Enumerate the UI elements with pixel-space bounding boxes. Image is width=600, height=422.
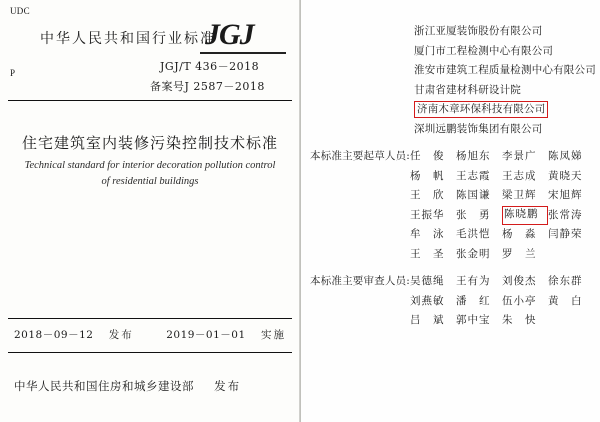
reviewers-label: 本标准主要审查人员: [310,275,411,287]
standard-authority-line: 中华人民共和国行业标准 [40,31,216,47]
name-row [410,311,594,331]
issuer-row [14,378,286,394]
name-row [410,272,594,292]
person-name: 黄 白 [548,294,583,307]
person-name: 王 圣 [410,247,445,260]
divider-middle [8,318,292,319]
person-name: 王 欣 [410,189,445,201]
jgj-logo: JGJ [205,18,254,51]
person-name: 牟 泳 [410,228,445,240]
person-name: 黄晓天 [548,169,583,182]
date-row [14,327,286,342]
name-row [410,186,594,206]
person-name: 王志成 [502,169,537,182]
page-title: 住宅建筑室内装修污染控制技术标准 [21,134,278,152]
person-name: 徐东群 [548,275,583,287]
name-row [410,147,594,167]
issue-label: 发布 [108,329,134,341]
highlighted-person-name: 陈晓鹏 [502,206,548,226]
person-name: 朱 快 [502,314,537,326]
person-name: 杨旭东 [456,150,491,162]
person-name: 任 俊 [410,150,445,162]
english-title-line-2: of residential buildings [101,176,199,187]
divider-bottom [8,352,292,353]
list-item: 厦门市工程检测中心有限公司 [414,44,554,57]
person-name: 宋旭辉 [548,189,583,201]
person-name: 梁卫辉 [502,189,537,201]
person-name: 刘俊杰 [502,275,537,287]
name-row [410,206,594,226]
name-row [410,245,594,265]
contributors-page [302,0,600,422]
person-name: 王有为 [456,275,491,287]
divider-top [8,100,292,101]
person-name: 潘 红 [456,294,491,307]
organization-list [414,22,596,139]
person-name: 伍小亭 [502,294,537,307]
effective-label: 实施 [261,329,286,341]
person-name: 王振华 [410,208,445,221]
standard-code: JGJ/T 436－2018 [160,60,260,73]
name-row [410,167,594,187]
person-name: 郭中宝 [456,314,491,326]
reviewers-section [310,272,592,331]
highlighted-organization: 济南木章环保科技有限公司 [414,101,548,118]
drafters-label: 本标准主要起草人员: [310,150,411,162]
issuer-name: 中华人民共和国住房和城乡建设部 [14,379,194,393]
name-row [410,225,594,245]
list-item: 浙江亚厦装饰股份有限公司 [414,25,543,37]
effective-date-group [166,327,286,342]
english-title-line-1: Technical standard for interior decoration pollution control [24,160,276,171]
person-name: 李景广 [502,150,537,162]
person-name: 张金明 [456,247,491,260]
list-item: 深圳远鹏装饰集团有限公司 [414,122,543,135]
person-name: 闫静荣 [548,228,583,240]
person-name: 罗 兰 [502,247,537,260]
person-name: 刘燕敏 [410,294,445,307]
udc-label: UDC [10,6,30,16]
effective-date: 2019－01－01 [166,329,246,341]
person-name: 吕 斌 [410,314,445,326]
issuer-publish-label: 发布 [214,379,242,393]
person-name: 陈国谦 [456,189,491,201]
person-name: 杨 帆 [410,169,445,182]
person-name: 吴德绳 [410,275,445,287]
person-name: 王志霞 [456,169,491,182]
classification-mark: P [10,68,16,78]
logo-underline [200,52,286,54]
issue-date: 2018－09－12 [14,329,94,341]
drafters-names [410,147,594,264]
person-name: 陈凤娣 [548,150,583,162]
person-name: 张 勇 [456,208,491,221]
record-number: 备案号J 2587－2018 [150,80,265,93]
issue-date-group [14,327,134,342]
page-gutter [299,0,301,422]
person-name: 毛洪恺 [456,228,491,240]
list-item: 甘肃省建材科研设计院 [414,83,521,96]
list-item: 淮安市建筑工程质量检测中心有限公司 [414,64,596,76]
drafters-section [310,147,592,264]
person-name: 张常涛 [548,208,583,221]
reviewers-names [410,272,594,331]
english-title [20,158,280,190]
name-row [410,292,594,312]
person-name: 杨 淼 [502,228,537,240]
